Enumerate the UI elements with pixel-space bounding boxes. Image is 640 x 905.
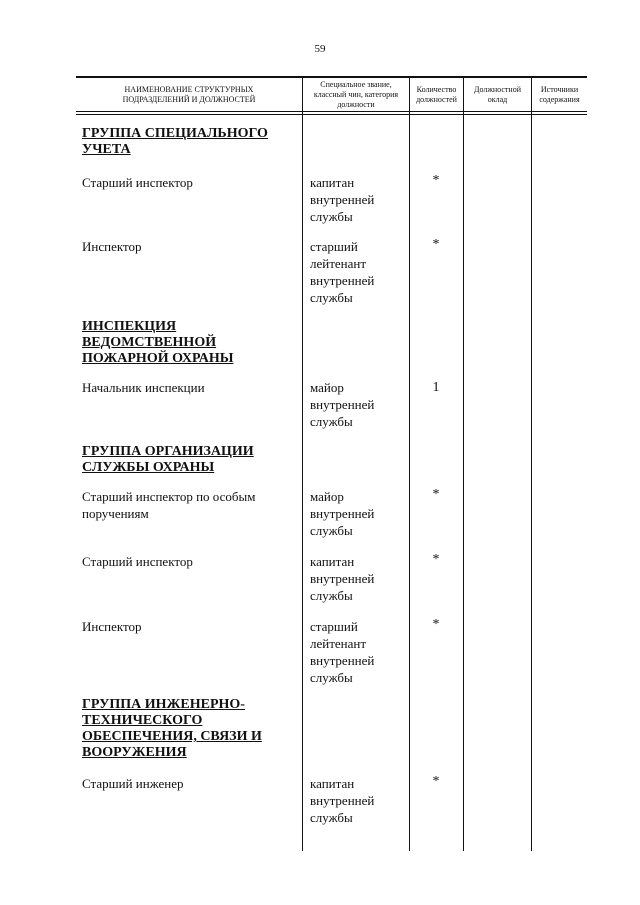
header-count: Количество должностей <box>416 84 457 104</box>
header-salary: Должностной оклад <box>474 84 521 104</box>
header-structural-units: НАИМЕНОВАНИЕ СТРУКТУРНЫХ ПОДРАЗДЕЛЕНИЙ И ДОЛЖНОСТЕЙ <box>122 84 256 104</box>
position-name: Старший инженер <box>82 776 184 791</box>
position-name: Начальник инспекции <box>82 380 205 395</box>
rank-text: старший лейтенант внутренней службы <box>310 239 375 305</box>
page-number: 59 <box>314 43 326 55</box>
section-title: ГРУППА ИНЖЕНЕРНО-ТЕХНИЧЕСКОГО ОБЕСПЕЧЕНИЯ, СВЯЗИ И ВООРУЖЕНИЯ <box>82 697 262 760</box>
position-name: Инспектор <box>82 239 142 254</box>
column-divider-1 <box>302 76 303 851</box>
position-count: * <box>432 617 440 632</box>
position-count: * <box>432 552 440 567</box>
header-funding-source: Источники содержания <box>539 84 580 104</box>
position-name: Инспектор <box>82 619 142 634</box>
position-count: * <box>432 487 440 502</box>
staff-table <box>76 76 587 851</box>
position-name: Старший инспектор <box>82 175 193 190</box>
rank-text: майор внутренней службы <box>310 489 375 538</box>
section-title: ГРУППА СПЕЦИАЛЬНОГО УЧЕТА <box>82 126 268 157</box>
header-bottom-rule-double <box>76 114 587 115</box>
position-count: 1 <box>432 380 440 395</box>
position-count: * <box>432 774 440 789</box>
header-bottom-rule <box>76 111 587 112</box>
rank-text: капитан внутренней службы <box>310 776 375 825</box>
section-title: ГРУППА ОРГАНИЗАЦИИ СЛУЖБЫ ОХРАНЫ <box>82 444 254 475</box>
column-divider-4 <box>531 76 532 851</box>
section-title: ИНСПЕКЦИЯ ВЕДОМСТВЕННОЙ ПОЖАРНОЙ ОХРАНЫ <box>82 319 234 366</box>
rank-text: майор внутренней службы <box>310 380 375 429</box>
rank-text: капитан внутренней службы <box>310 554 375 603</box>
position-name: Старший инспектор по особым поручениям <box>82 489 256 521</box>
rank-text: капитан внутренней службы <box>310 175 375 224</box>
column-divider-2 <box>409 76 410 851</box>
rank-text: старший лейтенант внутренней службы <box>310 619 375 685</box>
header-special-rank: Специальное звание, классный чин, категория должности <box>313 79 399 109</box>
position-count: * <box>432 237 440 252</box>
position-name: Старший инспектор <box>82 554 193 569</box>
column-divider-3 <box>463 76 464 851</box>
position-count: * <box>432 173 440 188</box>
